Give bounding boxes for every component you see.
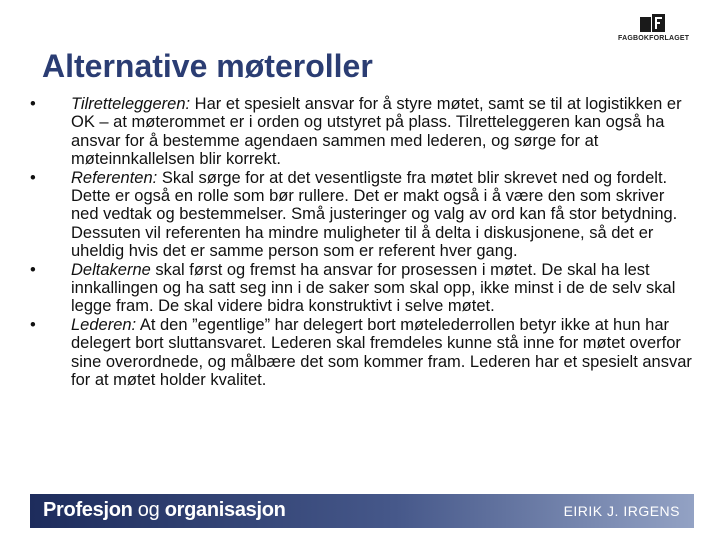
bullet-dot-icon: • — [30, 95, 36, 113]
bullet-label: Deltakerne — [71, 260, 151, 279]
bullet-item — [30, 169, 695, 261]
publisher-logo — [618, 14, 688, 50]
footer-author: EIRIK J. IRGENS — [563, 503, 680, 519]
bullet-label: Referenten: — [71, 168, 158, 187]
bullet-dot-icon: • — [30, 315, 36, 334]
bullet-dot-icon: • — [30, 168, 36, 187]
bullet-label: Lederen: — [71, 315, 137, 334]
bullet-item — [30, 95, 695, 169]
bullet-list — [30, 95, 695, 390]
footer-title — [43, 499, 286, 522]
bullet-item — [30, 316, 695, 390]
bullet-text: Har et spesielt ansvar for å styre møtet, samt se til at logistikken er OK – at møterommet er i orden og utstyret på plass. Tilretteleggeren kan også ha ansvar for å bestemme agendaen sammen med lederen, og sørge for at møteinnkallelsen blir korrekt. — [71, 95, 682, 169]
footer-title-a: Profesjon — [43, 499, 138, 521]
footer-bar — [30, 494, 694, 528]
footer-title-c: organisasjon — [159, 499, 286, 521]
bullet-dot-icon: • — [30, 260, 36, 279]
logo-text: FAGBOKFORLAGET — [618, 35, 690, 42]
slide-title: Alternative møteroller — [42, 48, 373, 84]
bullet-label: Tilretteleggeren: — [71, 95, 191, 113]
bullet-text: skal først og fremst ha ansvar for prosessen i møtet. De skal ha lest innkallingen og ha satt seg inn i de saker som skal opp, ikke minst i de de selv skal legge fram. De skal videre bidra konstruktivt i selve møtet. — [71, 260, 676, 316]
bullet-text: At den ”egentlige” har delegert bort møtelederrollen betyr ikke at hun har delegert bort sluttansvaret. Lederen skal fremdeles kunne stå inne for møtet overfor sine overordnede, og målbære det som kommer fram. Lederen har et spesielt ansvar for at møtet holder kvalitet. — [71, 315, 692, 390]
book-icon — [640, 14, 666, 34]
bullet-text: Skal sørge for at det vesentligste fra møtet blir skrevet ned og fordelt. Dette er også en rolle som bør rullere. Det er makt også i å være den som skriver ned vedtak og bestemmelser. Små justeringer og valg av ord kan få stor betydning. Dessuten vil referenten ha mindre muligheter til å delta i diskusjonene, så det er uheldig hvis det er samme person som er referent hver gang. — [71, 168, 678, 261]
bullet-item — [30, 261, 695, 316]
footer-title-b: og — [137, 499, 160, 521]
